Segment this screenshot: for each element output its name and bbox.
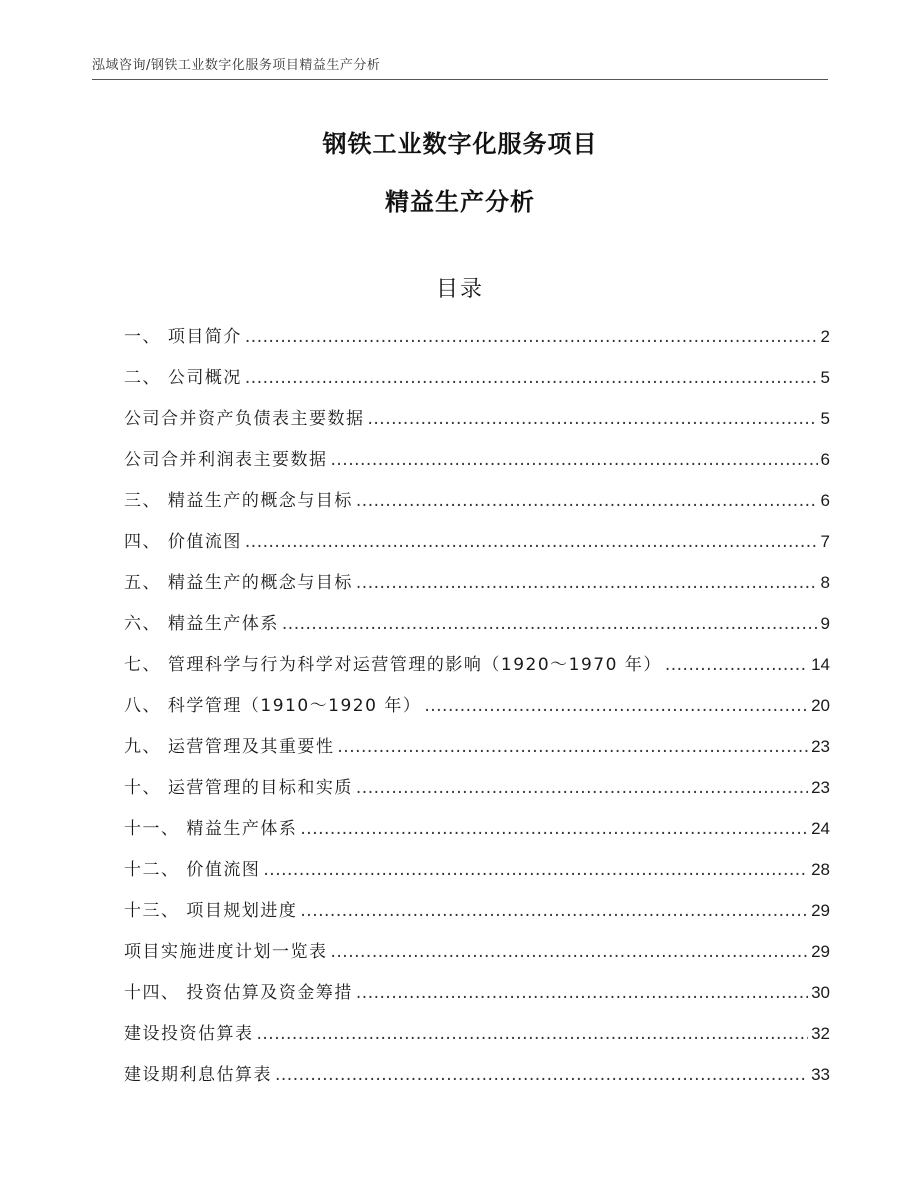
toc-dot-leader: [300, 899, 808, 923]
toc-entry[interactable]: [124, 1022, 830, 1063]
toc-dot-leader: [245, 325, 818, 349]
toc-dot-leader: [424, 694, 808, 718]
toc-entry-label: 项目实施进度计划一览表: [124, 942, 328, 962]
toc-entry-label: 三、 精益生产的概念与目标: [124, 491, 353, 511]
toc-entry-page: 8: [820, 573, 830, 592]
document-title: 钢铁工业数字化服务项目: [322, 130, 598, 158]
toc-entry-page: 20: [811, 696, 830, 715]
toc-entry-label: 公司合并资产负债表主要数据: [124, 409, 365, 429]
toc-entry[interactable]: [124, 858, 830, 899]
toc-entry-page: 30: [811, 983, 830, 1002]
toc-entry-page: 23: [811, 737, 830, 756]
toc-entry-label: 六、 精益生产体系: [124, 614, 279, 634]
toc-entry-label: 八、 科学管理（1910～1920 年）: [124, 696, 422, 716]
toc-entry-page: 6: [820, 450, 830, 469]
toc-entry-label: 十一、 精益生产体系: [124, 819, 298, 839]
toc-entry-label: 十四、 投资估算及资金筹措: [124, 983, 353, 1003]
toc-entry-page: 6: [820, 491, 830, 510]
running-header: 泓域咨询/钢铁工业数字化服务项目精益生产分析: [92, 58, 381, 73]
toc-dot-leader: [356, 489, 818, 513]
toc-entry-page: 29: [811, 901, 830, 920]
toc-entry-label: 建设投资估算表: [124, 1024, 254, 1044]
toc-entry[interactable]: [124, 448, 830, 489]
toc-entry-page: 23: [811, 778, 830, 797]
toc-entry-label: 建设期利息估算表: [124, 1065, 272, 1085]
document-subtitle: 精益生产分析: [385, 188, 535, 216]
toc-dot-leader: [356, 571, 818, 595]
toc-dot-leader: [275, 1063, 808, 1087]
toc-entry-label: 七、 管理科学与行为科学对运营管理的影响（1920～1970 年）: [124, 655, 662, 675]
toc-entry-label: 十、 运营管理的目标和实质: [124, 778, 353, 798]
toc-entry-page: 24: [811, 819, 830, 838]
toc-heading: 目录: [435, 277, 484, 302]
toc-entry[interactable]: [124, 407, 830, 448]
toc-dot-leader: [282, 612, 818, 636]
toc-entry-label: 公司合并利润表主要数据: [124, 450, 328, 470]
toc-dot-leader: [300, 817, 808, 841]
toc-entry-label: 一、 项目简介: [124, 327, 242, 347]
toc-dot-leader: [245, 366, 818, 390]
toc-dot-leader: [331, 940, 809, 964]
toc-dot-leader: [263, 858, 808, 882]
toc-entry[interactable]: [124, 899, 830, 940]
toc-entry-page: 33: [811, 1065, 830, 1084]
toc-entry-page: 14: [811, 655, 830, 674]
toc-entry[interactable]: [124, 694, 830, 735]
toc-dot-leader: [257, 1022, 809, 1046]
toc-entry-page: 5: [820, 409, 830, 428]
toc-entry[interactable]: [124, 817, 830, 858]
toc-entry-page: 5: [820, 368, 830, 387]
toc-entry[interactable]: [124, 325, 830, 366]
toc-entry-page: 9: [820, 614, 830, 633]
toc-entry-label: 二、 公司概况: [124, 368, 242, 388]
toc-entry[interactable]: [124, 530, 830, 571]
toc-entry[interactable]: [124, 940, 830, 981]
toc-entry-label: 十二、 价值流图: [124, 860, 261, 880]
toc-entry-page: 2: [820, 327, 830, 346]
toc-dot-leader: [331, 448, 818, 472]
toc-entry-page: 7: [820, 532, 830, 551]
toc-entry[interactable]: [124, 612, 830, 653]
toc-entry-page: 28: [811, 860, 830, 879]
toc-entry[interactable]: [124, 735, 830, 776]
toc-entry-label: 十三、 项目规划进度: [124, 901, 298, 921]
toc-dot-leader: [356, 981, 808, 1005]
toc-entry-label: 九、 运营管理及其重要性: [124, 737, 335, 757]
toc-entry-label: 五、 精益生产的概念与目标: [124, 573, 353, 593]
toc-entry[interactable]: [124, 366, 830, 407]
header-divider: [92, 79, 828, 80]
toc-dot-leader: [337, 735, 808, 759]
toc-dot-leader: [665, 653, 808, 677]
toc-entry[interactable]: [124, 489, 830, 530]
toc-dot-leader: [356, 776, 808, 800]
toc-entry-page: 29: [811, 942, 830, 961]
toc-entry[interactable]: [124, 571, 830, 612]
toc-dot-leader: [368, 407, 818, 431]
toc-entry[interactable]: [124, 776, 830, 817]
toc-entry[interactable]: [124, 653, 830, 694]
toc-entry-page: 32: [811, 1024, 830, 1043]
table-of-contents: [124, 325, 830, 1104]
toc-dot-leader: [245, 530, 818, 554]
toc-entry[interactable]: [124, 981, 830, 1022]
toc-entry[interactable]: [124, 1063, 830, 1104]
toc-entry-label: 四、 价值流图: [124, 532, 242, 552]
